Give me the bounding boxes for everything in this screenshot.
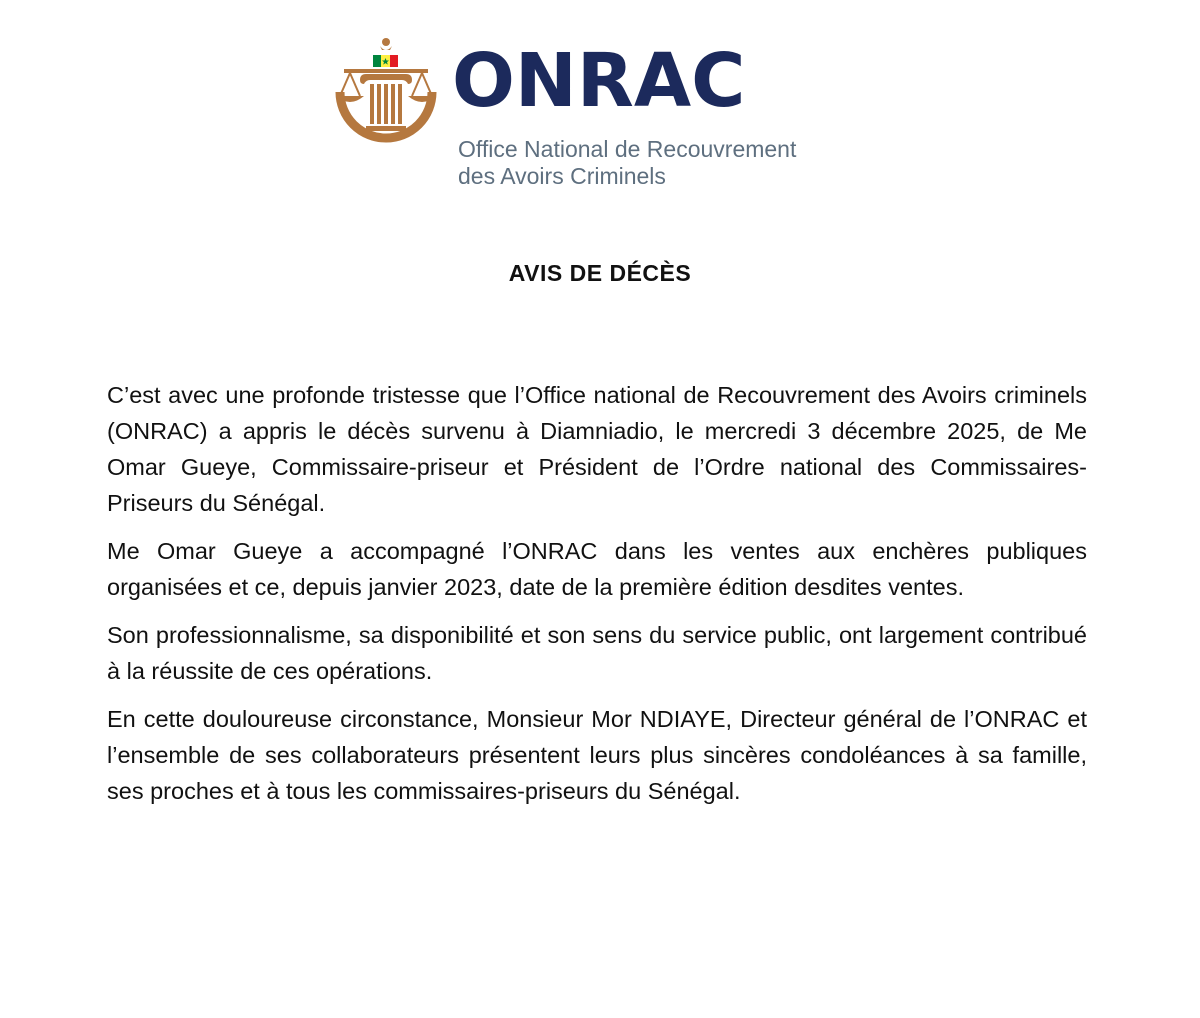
brand-subtitle-line-2: des Avoirs Criminels bbox=[458, 163, 666, 189]
brand-title: ONRAC bbox=[452, 38, 746, 124]
notice-paragraph-2: Me Omar Gueye a accompagné l’ONRAC dans les ventes aux enchères publiques organisées et ce, depuis janvier 2023, date de la première édition desdites ventes. bbox=[107, 538, 1087, 600]
scales-of-justice-emblem-icon bbox=[330, 36, 442, 148]
brand-subtitle bbox=[458, 136, 796, 190]
notice-body bbox=[107, 377, 1087, 821]
letterhead bbox=[330, 36, 850, 196]
notice-title: AVIS DE DÉCÈS bbox=[508, 260, 692, 286]
notice-paragraph-1: C’est avec une profonde tristesse que l’Office national de Recouvrement des Avoirs criminels (ONRAC) a appris le décès survenu à Diamniadio, le mercredi 3 décembre 2025, de Me Omar Gueye, Commissaire-priseur et Président de l’Ordre national des Commissaires-Priseurs du Sénégal. bbox=[107, 382, 1087, 516]
notice-paragraph-4: En cette douloureuse circonstance, Monsieur Mor NDIAYE, Directeur général de l’ONRAC et l’ensemble de ses collaborateurs présentent leurs plus sincères condoléances à sa famille, ses proches et à tous les commissaires-priseurs du Sénégal. bbox=[107, 706, 1087, 804]
notice-paragraph-3: Son professionnalisme, sa disponibilité et son sens du service public, ont largement contribué à la réussite de ces opérations. bbox=[107, 622, 1087, 684]
brand-subtitle-line-1: Office National de Recouvrement bbox=[458, 136, 797, 162]
